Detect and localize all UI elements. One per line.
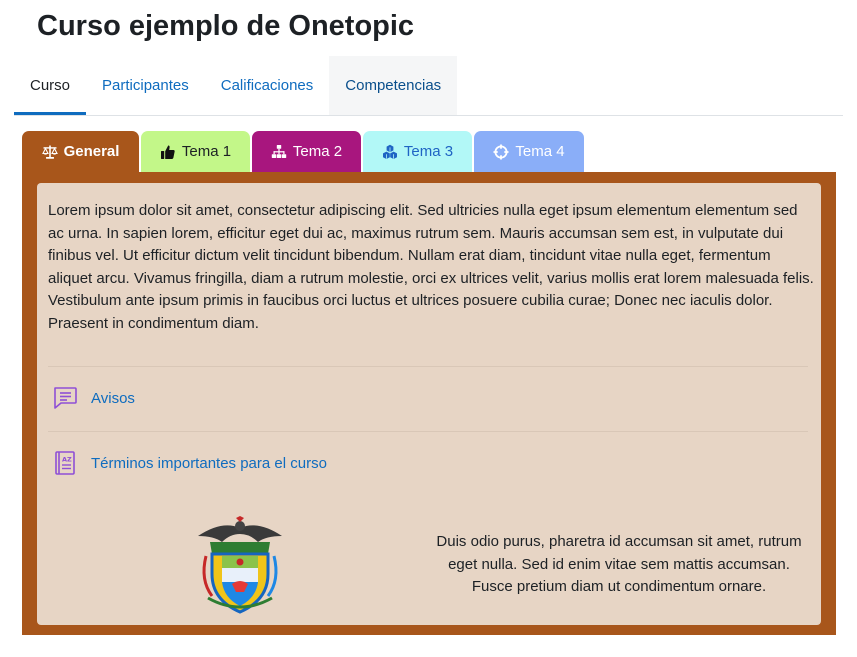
topic-tab-label: Tema 1 xyxy=(181,143,232,160)
nav-tab-curso[interactable]: Curso xyxy=(14,56,86,115)
nav-tab-participantes[interactable]: Participantes xyxy=(102,77,189,94)
topic-tab-general[interactable] xyxy=(22,131,139,172)
activity-forum[interactable] xyxy=(51,384,135,412)
topic-tab-tema-3[interactable] xyxy=(363,131,472,172)
topic-tab-tema-4[interactable] xyxy=(474,131,584,172)
topic-tab-tema-2[interactable] xyxy=(252,131,361,172)
page-title: Curso ejemplo de Onetopic xyxy=(37,10,415,42)
crosshairs-icon xyxy=(493,144,509,160)
svg-text:AZ: AZ xyxy=(62,455,72,464)
activity-link-terminos[interactable]: Términos importantes para el curso xyxy=(91,454,327,472)
course-navigation xyxy=(14,56,843,116)
topic-tabs xyxy=(22,131,584,172)
section-side-text: Duis odio purus, pharetra id accumsan sit amet, rutrum eget nulla. Sed id enim vitae sem mattis accumsan. Fusce pretium diam ut condimentum ornare. xyxy=(436,533,802,595)
topic-tab-label: Tema 2 xyxy=(292,143,343,160)
forum-icon xyxy=(51,384,79,412)
coat-of-arms-image xyxy=(192,516,288,616)
sitemap-icon xyxy=(271,144,287,160)
activity-link-avisos[interactable]: Avisos xyxy=(91,389,135,407)
glossary-icon xyxy=(51,449,79,477)
balance-scale-icon xyxy=(42,144,58,160)
activity-divider xyxy=(48,366,808,367)
activity-divider xyxy=(48,431,808,432)
topic-tab-label: General xyxy=(63,143,120,160)
nav-tab-competencias[interactable]: Competencias xyxy=(329,56,457,115)
topic-content-frame xyxy=(22,172,836,635)
cubes-icon xyxy=(382,144,398,160)
activity-glossary[interactable] xyxy=(51,449,327,477)
topic-tab-tema-1[interactable] xyxy=(141,131,250,172)
topic-tab-label: Tema 3 xyxy=(403,143,454,160)
section-summary: Lorem ipsum dolor sit amet, consectetur adipiscing elit. Sed ultricies nulla eget ipsum elementum elementum sed ac urna. In sapien lorem, efficitur eget dui ac, maximus rutrum sem. Mauris accumsan sem est, in vulputate dui finibus vel. Ut efficitur dictum velit tincidunt bibendum. Nullam erat diam, tincidunt vitae nulla eget, fermentum aliquet arcu. Vivamus fringilla, diam a rutrum molestie, orci ex ultrices velit, varius mollis erat lorem malesuada felis. Vestibulum ante ipsum primis in faucibus orci luctus et ultrices posuere cubilia curae; Donec nec iaculis dolor. Praesent in condimentum diam. xyxy=(48,202,814,332)
nav-tab-calificaciones[interactable]: Calificaciones xyxy=(220,77,314,94)
section-content xyxy=(37,183,821,625)
topic-tab-label: Tema 4 xyxy=(515,143,565,160)
thumbs-up-icon xyxy=(160,144,176,160)
